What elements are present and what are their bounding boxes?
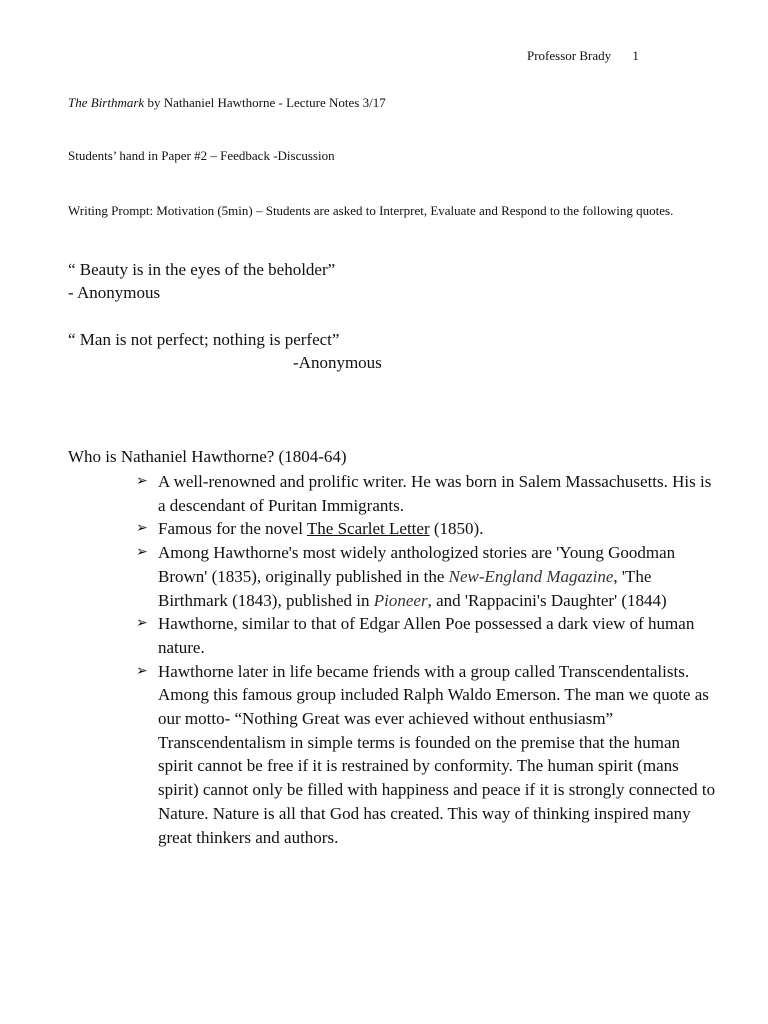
quote-2: [68, 328, 382, 374]
writing-prompt: Writing Prompt: Motivation (5min) – Students are asked to Interpret, Evaluate and Respond to the following quotes.: [68, 203, 674, 218]
list-item: [136, 660, 716, 850]
list-item: [136, 517, 716, 541]
bullet-text: , 'The Birthmark (1843), published in: [158, 566, 652, 610]
arrowhead-bullet-icon: ➢: [136, 473, 148, 489]
arrowhead-bullet-icon: ➢: [136, 544, 148, 561]
bullet-text: Among Hawthorne's most widely anthologized stories are 'Young Goodman Brown' (1835), originally published in the: [158, 543, 676, 586]
bullet-list: [136, 470, 716, 849]
publication-title: New-England Magazine: [448, 566, 614, 586]
arrowhead-bullet-icon: ➢: [136, 520, 148, 537]
document-title-line: [68, 95, 386, 111]
quote-1: [68, 258, 335, 304]
list-item: [136, 612, 716, 659]
list-item: [136, 470, 716, 517]
novel-title: The Scarlet Letter: [306, 519, 430, 539]
quote-2-text: “ Man is not perfect; nothing is perfect”: [68, 330, 340, 349]
arrowhead-bullet-icon: ➢: [136, 615, 148, 632]
agenda-line: Students’ hand in Paper #2 – Feedback -Discussion: [68, 148, 335, 163]
quote-2-attribution: -Anonymous: [293, 353, 382, 372]
page-number: 1: [632, 48, 639, 63]
bullet-text: Famous for the novel: [158, 519, 307, 539]
header-author: Professor Brady: [527, 48, 612, 63]
bullet-text: Hawthorne, similar to that of Edgar Allen Poe possessed a dark view of human nature.: [158, 614, 695, 657]
publication-title: Pioneer: [373, 590, 428, 610]
bullet-text: Hawthorne later in life became friends with a group called Transcendentalists. Among this famous group included Ralph Waldo Emerson. The man we quote as our motto- “Nothing Great was ever achieved without enthusiasm” Transcendentalism in simple terms is founded on the premise that the human spirit cannot be free if it is restrained by conformity. The human spirit (mans spirit) cannot only be filled with happiness and peace if it is strongly connected to Nature. Nature is all that God has created. This way of thinking inspired many great thinkers and authors.: [158, 661, 716, 847]
bullet-text: A well-renowned and prolific writer. He was born in Salem Massachusetts. His is a descendant of Puritan Immigrants.: [158, 472, 712, 515]
title-line-rest: by Nathaniel Hawthorne - Lecture Notes 3/17: [144, 95, 386, 110]
quote-1-attribution: - Anonymous: [68, 283, 161, 302]
bullet-text: , and 'Rappacini's Daughter' (1844): [427, 590, 667, 610]
quote-1-text: “ Beauty is in the eyes of the beholder”: [68, 260, 336, 279]
work-title: The Birthmark: [68, 95, 145, 110]
section-heading: Who is Nathaniel Hawthorne? (1804-64): [68, 447, 347, 466]
arrowhead-bullet-icon: ➢: [136, 662, 148, 679]
list-item: [136, 541, 716, 612]
bullet-text: (1850).: [429, 519, 484, 539]
page-header: [527, 48, 639, 64]
